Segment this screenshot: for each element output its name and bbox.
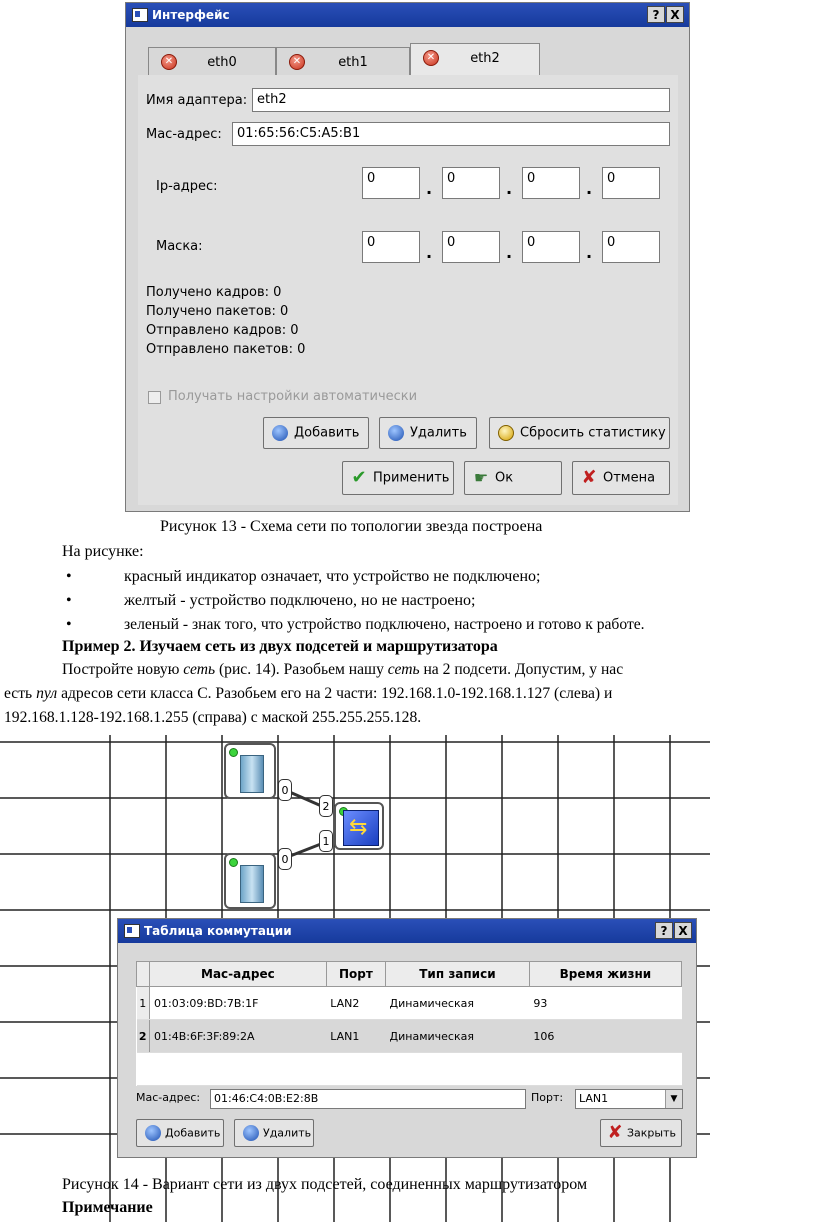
text-run-italic: пул bbox=[36, 685, 58, 702]
row-number-header bbox=[137, 962, 150, 987]
add-button-label: Добавить bbox=[165, 1126, 221, 1140]
remove-icon bbox=[388, 425, 404, 441]
switch-table-dialog bbox=[117, 918, 697, 1158]
mac-address-input[interactable]: 01:65:56:C5:A5:B1 bbox=[232, 122, 670, 146]
cell-type: Динамическая bbox=[386, 1020, 530, 1053]
stat-frames-sent: Отправлено кадров: 0 bbox=[146, 323, 299, 338]
ok-hand-icon: ☛ bbox=[473, 468, 489, 487]
dialog-title: Интерфейс bbox=[152, 8, 230, 22]
text-run: на 2 подсети. Допустим, у нас bbox=[419, 661, 624, 678]
computer-icon bbox=[240, 755, 264, 793]
delete-button[interactable] bbox=[379, 417, 477, 449]
port-label: 1 bbox=[319, 830, 333, 852]
empty-cell bbox=[150, 1053, 682, 1086]
adapter-name-input[interactable]: eth2 bbox=[252, 88, 670, 112]
router-icon bbox=[343, 810, 379, 846]
bullet-marker: • bbox=[66, 568, 72, 585]
cell-port: LAN1 bbox=[326, 1020, 385, 1053]
help-button[interactable]: ? bbox=[647, 6, 665, 23]
status-led bbox=[229, 748, 238, 757]
ok-button-label: Ок bbox=[495, 470, 514, 486]
row-number: 2 bbox=[137, 1020, 150, 1053]
table-row[interactable] bbox=[137, 987, 682, 1020]
add-button[interactable] bbox=[263, 417, 369, 449]
ip-octet-3[interactable]: 0 bbox=[522, 167, 580, 199]
paragraph-line-3: 192.168.1.128-192.168.1.255 (справа) с маской 255.255.255.128. bbox=[4, 709, 422, 726]
port-label: 0 bbox=[278, 848, 292, 870]
text-run: Постройте новую bbox=[62, 661, 184, 678]
computer-bottom[interactable] bbox=[224, 853, 276, 909]
switch-table bbox=[136, 961, 682, 1086]
column-header[interactable]: Тип записи bbox=[386, 962, 530, 987]
bullet-green: зеленый - знак того, что устройство подключено, настроено и готово к работе. bbox=[124, 616, 645, 633]
ok-button[interactable] bbox=[464, 461, 562, 495]
mask-separator: . bbox=[426, 243, 433, 262]
stat-packets-received: Получено пакетов: 0 bbox=[146, 304, 289, 319]
bullet-yellow: желтый - устройство подключено, но не настроено; bbox=[124, 592, 476, 609]
close-button[interactable]: X bbox=[674, 922, 692, 939]
close-button[interactable]: X bbox=[666, 6, 684, 23]
tab-eth1[interactable] bbox=[276, 47, 410, 77]
cell-mac: 01:4B:6F:3F:89:2A bbox=[150, 1020, 327, 1053]
cell-type: Динамическая bbox=[386, 987, 530, 1020]
port-label: 0 bbox=[278, 779, 292, 801]
column-header[interactable]: Порт bbox=[326, 962, 385, 987]
mask-octet-2[interactable]: 0 bbox=[442, 231, 500, 263]
window-icon bbox=[124, 924, 140, 938]
bullet-marker: • bbox=[66, 592, 72, 609]
close-button-label: Закрыть bbox=[627, 1126, 676, 1140]
tab-label: eth1 bbox=[338, 55, 368, 70]
close-icon: ✘ bbox=[607, 1122, 623, 1143]
text-run: (рис. 14). Разобьем нашу bbox=[215, 661, 388, 678]
adapter-name-label: Имя адаптера: bbox=[146, 93, 248, 108]
apply-button-label: Применить bbox=[373, 470, 450, 486]
port-select-value: LAN1 bbox=[579, 1092, 609, 1105]
ip-octet-1[interactable]: 0 bbox=[362, 167, 420, 199]
apply-button[interactable] bbox=[342, 461, 454, 495]
row-number: 1 bbox=[137, 987, 150, 1020]
mask-separator: . bbox=[586, 243, 593, 262]
disconnected-icon: ✕ bbox=[161, 54, 177, 70]
text-run: есть bbox=[4, 685, 37, 702]
delete-button-label: Удалить bbox=[410, 425, 467, 441]
mac-address-input[interactable]: 01:46:C4:0B:E2:8B bbox=[210, 1089, 526, 1109]
column-header[interactable]: Время жизни bbox=[529, 962, 681, 987]
ip-octet-4[interactable]: 0 bbox=[602, 167, 660, 199]
cell-ttl: 106 bbox=[529, 1020, 681, 1053]
port-label: 2 bbox=[319, 795, 333, 817]
text-run: адресов сети класса С. Разобьем его на 2 части: 192.168.1.0-192.168.1.127 (слева) и bbox=[57, 685, 613, 702]
reset-button-label: Сбросить статистику bbox=[520, 425, 666, 441]
add-icon bbox=[145, 1125, 161, 1141]
tab-label: eth0 bbox=[207, 55, 237, 70]
mask-octet-1[interactable]: 0 bbox=[362, 231, 420, 263]
figure-13-caption: Рисунок 13 - Схема сети по топологии звезда построена bbox=[160, 518, 543, 535]
dialog-title: Таблица коммутации bbox=[144, 924, 292, 938]
stat-packets-sent: Отправлено пакетов: 0 bbox=[146, 342, 306, 357]
table-row-empty bbox=[137, 1053, 682, 1086]
cancel-button[interactable] bbox=[572, 461, 670, 495]
mask-octet-4[interactable]: 0 bbox=[602, 231, 660, 263]
checkmark-icon: ✔ bbox=[351, 467, 367, 488]
ip-address-label: Ip-адрес: bbox=[156, 179, 218, 194]
ip-separator: . bbox=[426, 179, 433, 198]
chevron-down-icon: ▼ bbox=[665, 1090, 682, 1108]
add-button[interactable] bbox=[136, 1119, 224, 1147]
interface-dialog bbox=[125, 2, 690, 512]
add-button-label: Добавить bbox=[294, 425, 360, 441]
cell-ttl: 93 bbox=[529, 987, 681, 1020]
disconnected-icon: ✕ bbox=[423, 50, 439, 66]
reset-icon bbox=[498, 425, 514, 441]
note-heading: Примечание bbox=[62, 1199, 153, 1216]
tab-panel bbox=[138, 75, 678, 505]
bullet-red: красный индикатор означает, что устройство не подключено; bbox=[124, 568, 541, 585]
router[interactable] bbox=[334, 802, 384, 850]
remove-icon bbox=[243, 1125, 259, 1141]
reset-stats-button[interactable] bbox=[489, 417, 670, 449]
mask-octet-3[interactable]: 0 bbox=[522, 231, 580, 263]
ip-octet-2[interactable]: 0 bbox=[442, 167, 500, 199]
cell-mac: 01:03:09:BD:7B:1F bbox=[150, 987, 327, 1020]
disconnected-icon: ✕ bbox=[289, 54, 305, 70]
close-dialog-button[interactable] bbox=[600, 1119, 682, 1147]
ip-separator: . bbox=[586, 179, 593, 198]
bullet-marker: • bbox=[66, 616, 72, 633]
auto-settings-checkbox[interactable] bbox=[148, 391, 161, 404]
dialog-titlebar bbox=[118, 919, 696, 943]
help-button[interactable]: ? bbox=[655, 922, 673, 939]
figure-14-caption: Рисунок 14 - Вариант сети из двух подсетей, соединенных маршрутизатором bbox=[62, 1176, 588, 1193]
example-heading: Пример 2. Изучаем сеть из двух подсетей и маршрутизатора bbox=[62, 638, 498, 655]
intro-text: На рисунке: bbox=[62, 543, 144, 560]
stat-frames-received: Получено кадров: 0 bbox=[146, 285, 282, 300]
auto-settings-label: Получать настройки автоматически bbox=[168, 389, 418, 404]
paragraph-line-2 bbox=[4, 685, 612, 703]
mac-address-label: Мас-адрес: bbox=[136, 1091, 201, 1104]
dialog-titlebar bbox=[126, 3, 689, 27]
tab-eth0[interactable] bbox=[148, 47, 276, 77]
delete-button[interactable] bbox=[234, 1119, 314, 1147]
text-run-italic: сеть bbox=[183, 661, 216, 678]
paragraph-line-1 bbox=[62, 661, 623, 679]
cell-port: LAN2 bbox=[326, 987, 385, 1020]
table-header bbox=[137, 962, 682, 987]
ip-separator: . bbox=[506, 179, 513, 198]
computer-top[interactable] bbox=[224, 743, 276, 799]
delete-button-label: Удалить bbox=[263, 1126, 312, 1140]
mac-address-label: Mac-адрес: bbox=[146, 127, 222, 142]
tab-label: eth2 bbox=[470, 51, 500, 66]
mask-label: Маска: bbox=[156, 239, 203, 254]
cancel-button-label: Отмена bbox=[603, 470, 656, 486]
row-number bbox=[137, 1053, 150, 1086]
port-select[interactable] bbox=[575, 1089, 683, 1109]
mask-separator: . bbox=[506, 243, 513, 262]
text-run-italic: сеть bbox=[387, 661, 420, 678]
tab-eth2[interactable] bbox=[410, 43, 540, 77]
window-icon bbox=[132, 8, 148, 22]
table-row[interactable] bbox=[137, 1020, 682, 1053]
port-label: Порт: bbox=[531, 1091, 564, 1104]
add-icon bbox=[272, 425, 288, 441]
status-led bbox=[229, 858, 238, 867]
computer-icon bbox=[240, 865, 264, 903]
cancel-icon: ✘ bbox=[581, 467, 597, 488]
column-header[interactable]: Мас-адрес bbox=[150, 962, 327, 987]
